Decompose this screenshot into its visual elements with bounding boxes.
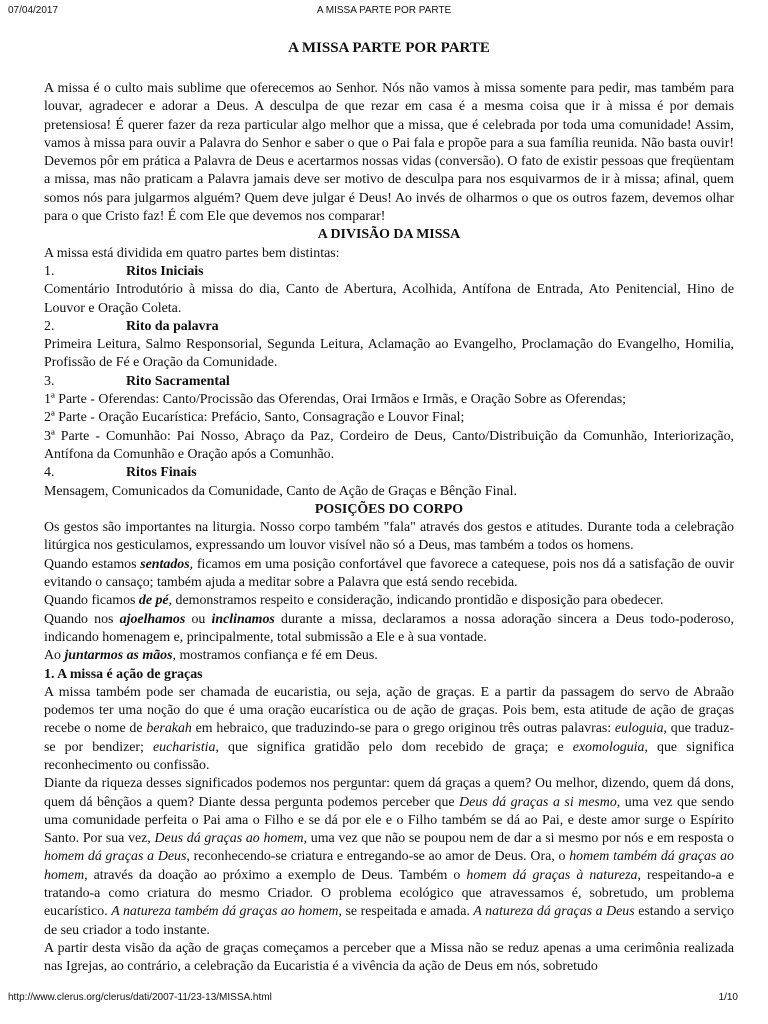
italic-run: Deus dá graças a si mesmo: [459, 794, 617, 810]
acao-paragraph-2: [44, 775, 734, 940]
text-run: , através da doação ao próximo a exemplo de Deus. Também o: [84, 867, 467, 883]
document-title: A MISSA PARTE POR PARTE: [288, 40, 490, 56]
acao-paragraph-1: [44, 684, 734, 775]
rite-name: Ritos Iniciais: [126, 263, 204, 279]
rite-number: 1.: [44, 263, 55, 279]
document-body: [44, 38, 734, 977]
division-lead: A missa está dividida em quatro partes bem distintas:: [44, 245, 340, 261]
rite-name: Rito Sacramental: [126, 373, 230, 389]
rite-description: Mensagem, Comunicados da Comunidade, Canto de Ação de Graças e Bênção Final.: [44, 483, 517, 499]
posicoes-heading: POSIÇÕES DO CORPO: [314, 501, 464, 517]
italic-run: homem também dá graças ao homem: [44, 849, 734, 883]
text-run: Diante da riqueza desses significados podemos nos perguntar: quem dá graças a quem? Ou melhor, dizendo, quem dá dons, quem dá bênçãos a quem? Diante dessa pergunta podemos perceber que: [44, 776, 734, 810]
text-run: , demonstramos respeito e consideração, indicando prontidão e disposição para obedecer.: [168, 593, 664, 609]
print-footer: [0, 992, 768, 1006]
italic-run: homem dá graças a Deus: [44, 849, 187, 865]
intro-paragraph: A missa é o culto mais sublime que oferecemos ao Senhor. Nós não vamos à missa somente para pedir, mas também para louvar, agradecer e adorar a Deus. A desculpa de que rezar em casa é a mesma coisa que ir à missa é por demais pretensiosa! É querer fazer da reza particular algo melhor que a missa, que é celebrada por toda uma comunidade! Assim, vamos à missa para ouvir a Palavra do Senhor e saber o que o Pai fala e propõe para a sua família reunida. Não basta ouvir! Devemos pôr em prática a Palavra de Deus e acertarmos nossas vidas (conversão). O fato de existir pessoas que freqüentam a missa, mas não praticam a Palavra jamais deve ser motivo de desculpa para nos esquivarmos de ir à missa; afinal, quem somos nós para julgarmos alguém? Quem deve julgar é Deus! Ao invés de olharmos o que os outros fazem, devemos olhar para o que Cristo faz! É com Ele que devemos nos comparar!: [44, 81, 734, 225]
text-run: durante a missa, declaramos a nossa adoração sincera a Deus todo-poderoso, indicando homenagem e, principalmente, total submissão a Ele e à sua vontade.: [44, 611, 734, 645]
rite-name: Ritos Finais: [126, 465, 197, 481]
posicoes-maos: [44, 647, 734, 665]
text-run: , se respeitada e amada.: [338, 904, 474, 920]
rite-description: 2ª Parte - Oração Eucarística: Prefácio, Santo, Consagração e Louvor Final;: [44, 410, 465, 426]
text-run: , ficamos em uma posição confortável que favorece a catequese, pois nos dá a satisfação de ouvir evitando o cansaço; também ajuda a meditar sobre a Palavra que está sendo recebida.: [44, 556, 734, 591]
posicoes-ajoelhamos: [44, 611, 734, 648]
emphasis-run: juntarmos as mãos: [64, 648, 173, 664]
text-run: , mostramos confiança e fé em Deus.: [172, 648, 378, 664]
emphasis-run: de pé: [138, 593, 169, 609]
italic-run: A natureza também dá graças ao homem: [111, 904, 339, 920]
text-run: , respeitando-a e tratando-a como criatura do mesmo Criador. O problema ecológico que atravessamos é, sobretudo, um problema eucarístico.: [44, 867, 735, 920]
rite-description: Primeira Leitura, Salmo Responsorial, Segunda Leitura, Aclamação ao Evangelho, Proclamação do Evangelho, Homilia, Profissão de Fé e Oração da Comunidade.: [44, 337, 734, 371]
rite-heading-1: [44, 263, 734, 281]
rite-number: 2.: [44, 318, 55, 334]
italic-run: euloguia: [614, 721, 664, 737]
text-run: em hebraico, que traduzindo-se para o grego originou três outras palavras:: [191, 721, 615, 737]
emphasis-run: sentados: [140, 556, 190, 572]
text-run: Quando estamos: [44, 556, 141, 572]
text-run: , que significa reconhecimento ou confissão.: [44, 739, 734, 773]
text-run: , reconhecendo-se criatura e entregando-se ao amor de Deus. Ora, o: [186, 849, 570, 865]
acao-paragraph-3: A partir desta visão da ação de graças começamos a perceber que a Missa não se reduz apenas a uma cerimônia realizada nas Igrejas, ao contrário, a celebração da Eucaristia é a vivência da ação de Deus em nós, sobretudo: [44, 940, 734, 975]
italic-run: A natureza dá graças a Deus: [473, 904, 635, 920]
rite-description: 3ª Parte - Comunhão: Pai Nosso, Abraço da Paz, Cordeiro de Deus, Canto/Distribuição da Comunhão, Interiorização, Antífona da Comunhão e Oração após a Comunhão.: [44, 428, 734, 462]
emphasis-run: inclinamos: [211, 611, 275, 627]
rite-name: Rito da palavra: [126, 318, 219, 334]
print-header: [0, 5, 768, 19]
italic-run: homem dá graças à natureza: [466, 867, 638, 883]
print-date: 07/04/2017: [8, 5, 59, 16]
posicoes-de-pe: [44, 592, 734, 610]
emphasis-run: ajoelhamos: [119, 611, 186, 627]
text-run: estando a serviço de seu criador a todo instante.: [44, 904, 734, 938]
text-run: Ao: [44, 648, 65, 664]
italic-run: exomologuia: [572, 739, 645, 755]
rite-description: 1ª Parte - Oferendas: Canto/Procissão das Oferendas, Orai Irmãos e Irmãs, e Oração Sobre as Oferendas;: [44, 392, 627, 408]
text-run: Quando ficamos: [44, 593, 139, 609]
italic-run: Deus dá graças ao homem: [154, 831, 304, 847]
italic-run: eucharistia: [152, 739, 216, 755]
text-run: , que significa gratidão pelo dom recebido de graça; e: [215, 739, 573, 755]
text-run: ou: [185, 611, 212, 627]
print-page-title: A MISSA PARTE POR PARTE: [316, 5, 452, 16]
text-run: Quando nos: [44, 611, 120, 627]
rite-number: 4.: [44, 465, 55, 481]
text-run: , uma vez que não se poupou nem de dar a si mesmo por nós e em resposta o: [303, 831, 734, 847]
rite-heading-4: [44, 464, 734, 482]
posicoes-sentados: [44, 556, 734, 593]
rite-number: 3.: [44, 373, 55, 389]
rite-description: Comentário Introdutório à missa do dia, Canto de Abertura, Acolhida, Antífona de Entrada, Ato Penitencial, Hino de Louvor e Oração Coleta.: [44, 282, 734, 316]
source-url-link[interactable]: http://www.clerus.org/clerus/dati/2007-11/23-13/MISSA.html: [8, 992, 272, 1003]
page-number: 1/10: [718, 992, 738, 1003]
text-run: , que traduz-se por bendizer;: [44, 721, 734, 755]
acao-heading: 1. A missa é ação de graças: [44, 666, 203, 682]
rite-heading-2: [44, 318, 734, 336]
text-run: , uma vez que sendo uma comunidade perfeita o Pai ama o Filho e se dá por ele e o Filho também se dá ao Pai, e deste amor surge o Espírito Santo. Por sua vez,: [44, 794, 734, 847]
text-run: A missa também pode ser chamada de eucaristia, ou seja, ação de graças. E a partir da passagem do servo de Abraão podemos ter uma noção do que é uma oração eucarística ou de ação de graças. Pois bem, esta atitude de ação de graças recebe o nome de: [44, 684, 734, 737]
division-heading: A DIVISÃO DA MISSA: [317, 227, 461, 243]
posicoes-paragraph: Os gestos são importantes na liturgia. Nosso corpo também "fala" através dos gestos e atitudes. Durante toda a celebração litúrgica nos gesticulamos, expressando um louvor visível não só a Deus, mas também a todos os homens.: [44, 520, 734, 554]
italic-run: berakah: [146, 721, 192, 737]
rite-heading-3: [44, 373, 734, 391]
